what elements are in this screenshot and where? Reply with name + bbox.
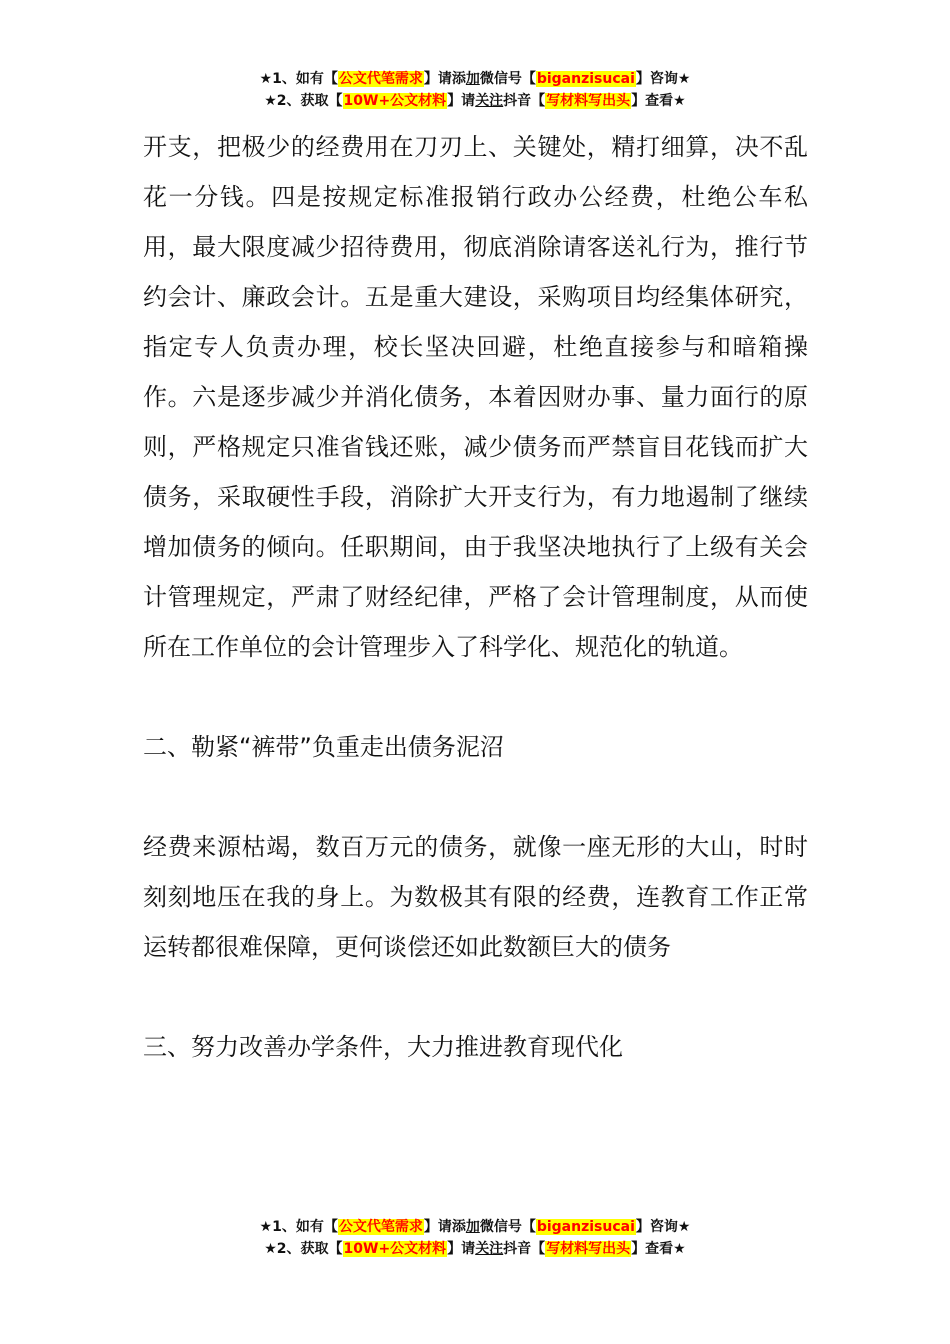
paragraph-spacer — [143, 972, 808, 1022]
paragraph-debt: 经费来源枯竭，数百万元的债务，就像一座无形的大山，时时刻刻地压在我的身上。为数极其有限的经费，连教育工作正常运转都很难保障，更何谈偿还如此数额巨大的债务 — [143, 833, 808, 961]
section-heading-2: 二、勒紧“裤带”负重走出债务泥沼 — [143, 733, 504, 761]
banner-line-1 — [0, 68, 950, 90]
banner-line-2 — [0, 1238, 950, 1260]
banner-text: 抖音【 — [503, 93, 546, 109]
highlight-douyin-account: 写材料写出头 — [546, 93, 631, 109]
highlight-materials: 10W+公文材料 — [343, 93, 447, 109]
underlined-text: 加 — [465, 71, 480, 87]
highlight-ghostwriting: 公文代笔需求 — [338, 1219, 423, 1235]
banner-text: ★1、如有【 — [259, 71, 338, 87]
banner-text: 微信号【 — [479, 1219, 536, 1235]
banner-text: 】查看★ — [631, 1241, 686, 1257]
highlight-wechat-id: biganzisucai — [536, 1219, 635, 1235]
banner-text: 】请添 — [423, 1219, 466, 1235]
banner-text: 】咨询★ — [635, 71, 691, 87]
document-body — [143, 122, 808, 1072]
banner-text: 】查看★ — [631, 93, 686, 109]
paragraph-financial-discipline: 开支，把极少的经费用在刀刃上、关键处，精打细算，决不乱花一分钱。四是按规定标准报销行政办公经费，杜绝公车私用，最大限度减少招待费用，彻底消除请客送礼行为，推行节约会计、廉政会计。五是重大建设，采购项目均经集体研究，指定专人负责办理，校长坚决回避，杜绝直接参与和暗箱操作。六是逐步减少并消化债务，本着因财办事、量力面行的原则，严格规定只准省钱还账，减少债务而严禁盲目花钱而扩大债务，采取硬性手段，消除扩大开支行为，有力地遏制了继续增加债务的倾向。任职期间，由于我坚决地执行了上级有关会计管理规定，严肃了财经纪律，严格了会计管理制度，从而使所在工作单位的会计管理步入了科学化、规范化的轨道。 — [143, 133, 808, 661]
banner-text: ★2、获取【 — [264, 1241, 343, 1257]
banner-text: ★1、如有【 — [259, 1219, 338, 1235]
banner-line-2 — [0, 90, 950, 112]
banner-text: 抖音【 — [503, 1241, 546, 1257]
footer-banner — [0, 1216, 950, 1260]
banner-line-1 — [0, 1216, 950, 1238]
underlined-text: 关注 — [475, 1241, 504, 1257]
highlight-ghostwriting: 公文代笔需求 — [338, 71, 423, 87]
header-banner — [0, 68, 950, 112]
underlined-text: 关注 — [475, 93, 504, 109]
banner-text: 微信号【 — [479, 71, 536, 87]
banner-text: 】请添 — [423, 71, 466, 87]
banner-text: 】请 — [447, 93, 476, 109]
section-heading-3: 三、努力改善办学条件，大力推进教育现代化 — [143, 1033, 623, 1061]
paragraph-spacer — [143, 672, 808, 722]
banner-text: 】咨询★ — [635, 1219, 691, 1235]
highlight-wechat-id: biganzisucai — [536, 71, 635, 87]
banner-text: ★2、获取【 — [264, 93, 343, 109]
paragraph-spacer — [143, 772, 808, 822]
underlined-text: 加 — [465, 1219, 480, 1235]
highlight-douyin-account: 写材料写出头 — [546, 1241, 631, 1257]
banner-text: 】请 — [447, 1241, 476, 1257]
highlight-materials: 10W+公文材料 — [343, 1241, 447, 1257]
